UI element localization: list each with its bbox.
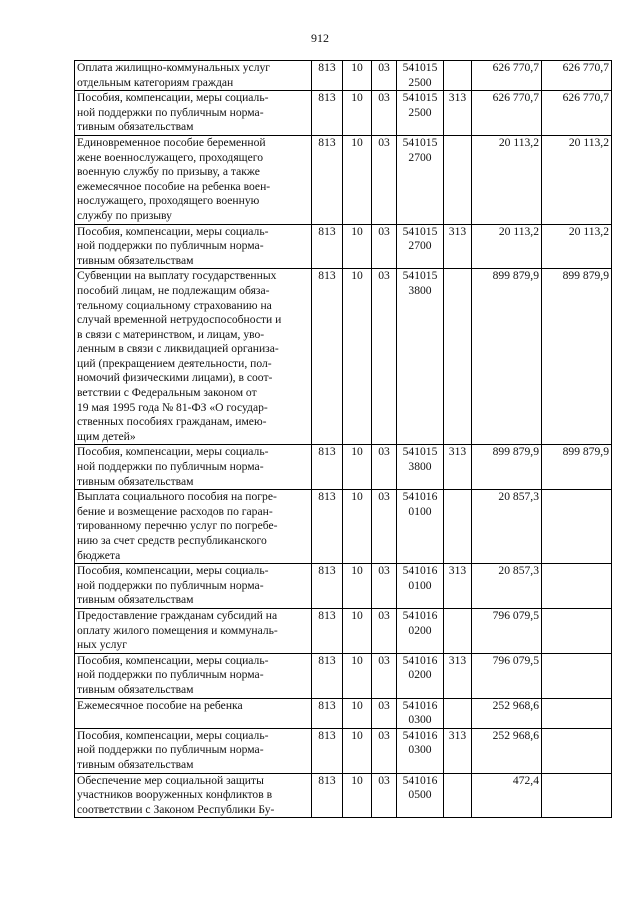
item-name-line: Пособия, компенсации, меры социаль- bbox=[77, 564, 269, 578]
ministry-code: 813 bbox=[312, 269, 343, 445]
target-code-line: 541016 bbox=[402, 564, 438, 578]
amount-2 bbox=[542, 728, 612, 773]
item-name-line: ной поддержки по публичным норма- bbox=[77, 460, 264, 474]
table-row bbox=[75, 135, 612, 224]
subsection-code: 03 bbox=[372, 564, 397, 609]
target-code bbox=[397, 608, 444, 653]
amount-2 bbox=[542, 564, 612, 609]
section-code: 10 bbox=[343, 135, 372, 224]
item-name-line: тивным обязательствам bbox=[77, 474, 194, 488]
section-code: 10 bbox=[343, 490, 372, 564]
target-code-line: 541015 bbox=[402, 224, 438, 238]
expense-type-code: 313 bbox=[444, 445, 472, 490]
table-row bbox=[75, 608, 612, 653]
target-code-line: 541015 bbox=[402, 135, 438, 149]
item-name bbox=[75, 728, 312, 773]
target-code bbox=[397, 445, 444, 490]
expense-type-code bbox=[444, 698, 472, 728]
target-code-line: 541016 bbox=[402, 608, 438, 622]
section-code: 10 bbox=[343, 608, 372, 653]
expense-type-code: 313 bbox=[444, 653, 472, 698]
item-name-line: в связи с материнством, и лицам, уво- bbox=[77, 327, 265, 341]
item-name-line: ственных пособиях гражданам, имею- bbox=[77, 415, 267, 429]
expense-type-code bbox=[444, 269, 472, 445]
item-name-line: ной поддержки по публичным норма- bbox=[77, 743, 264, 757]
ministry-code: 813 bbox=[312, 490, 343, 564]
target-code-line: 0200 bbox=[408, 623, 432, 637]
item-name-line: тированному перечню услуг по погребе- bbox=[77, 519, 278, 533]
item-name-line: службу по призыву bbox=[77, 208, 172, 222]
amount-1: 899 879,9 bbox=[472, 269, 542, 445]
budget-table bbox=[74, 60, 612, 818]
item-name-line: ной поддержки по публичным норма- bbox=[77, 105, 264, 119]
item-name-line: ежемесячное пособие на ребенка воен- bbox=[77, 179, 271, 193]
amount-1: 252 968,6 bbox=[472, 728, 542, 773]
section-code: 10 bbox=[343, 445, 372, 490]
amount-1: 626 770,7 bbox=[472, 61, 542, 91]
item-name bbox=[75, 608, 312, 653]
item-name-line: оплату жилого помещения и коммуналь- bbox=[77, 623, 278, 637]
item-name-line: пособий лицам, не подлежащим обяза- bbox=[77, 283, 270, 297]
section-code: 10 bbox=[343, 91, 372, 136]
expense-type-code bbox=[444, 135, 472, 224]
expense-type-code bbox=[444, 773, 472, 818]
amount-2 bbox=[542, 653, 612, 698]
amount-1: 20 857,3 bbox=[472, 490, 542, 564]
target-code bbox=[397, 653, 444, 698]
item-name-line: соответствии с Законом Республики Бу- bbox=[77, 802, 275, 816]
target-code-line: 541015 bbox=[402, 91, 438, 105]
item-name-line: тивным обязательствам bbox=[77, 120, 194, 134]
item-name bbox=[75, 698, 312, 728]
section-code: 10 bbox=[343, 224, 372, 269]
amount-2 bbox=[542, 698, 612, 728]
target-code-line: 541016 bbox=[402, 490, 438, 504]
target-code-line: 541015 bbox=[402, 61, 438, 74]
target-code-line: 541015 bbox=[402, 269, 438, 283]
target-code-line: 541016 bbox=[402, 773, 438, 787]
target-code bbox=[397, 773, 444, 818]
item-name-line: ций (прекращением деятельности, пол- bbox=[77, 356, 272, 370]
item-name-line: Субвенции на выплату государственных bbox=[77, 269, 277, 283]
amount-2: 20 113,2 bbox=[542, 135, 612, 224]
item-name-line: Единовременное пособие беременной bbox=[77, 135, 266, 149]
item-name bbox=[75, 91, 312, 136]
target-code bbox=[397, 698, 444, 728]
item-name-line: Пособия, компенсации, меры социаль- bbox=[77, 653, 269, 667]
expense-type-code: 313 bbox=[444, 728, 472, 773]
item-name-line: ной поддержки по публичным норма- bbox=[77, 668, 264, 682]
amount-1: 20 113,2 bbox=[472, 135, 542, 224]
item-name-line: Ежемесячное пособие на ребенка bbox=[77, 698, 243, 712]
target-code-line: 541016 bbox=[402, 728, 438, 742]
ministry-code: 813 bbox=[312, 773, 343, 818]
target-code bbox=[397, 135, 444, 224]
amount-1: 20 857,3 bbox=[472, 564, 542, 609]
section-code: 10 bbox=[343, 653, 372, 698]
ministry-code: 813 bbox=[312, 61, 343, 91]
subsection-code: 03 bbox=[372, 224, 397, 269]
table-row bbox=[75, 728, 612, 773]
table-row bbox=[75, 224, 612, 269]
table-row bbox=[75, 61, 612, 91]
subsection-code: 03 bbox=[372, 698, 397, 728]
target-code-line: 0300 bbox=[408, 713, 432, 727]
target-code bbox=[397, 564, 444, 609]
item-name-line: 19 мая 1995 года № 81-ФЗ «О государ- bbox=[77, 400, 268, 414]
item-name bbox=[75, 653, 312, 698]
amount-1: 252 968,6 bbox=[472, 698, 542, 728]
subsection-code: 03 bbox=[372, 728, 397, 773]
item-name-line: отдельным категориям граждан bbox=[77, 75, 234, 89]
expense-type-code bbox=[444, 61, 472, 91]
item-name-line: тивным обязательствам bbox=[77, 253, 194, 267]
item-name-line: номочий физическими лицами), в соот- bbox=[77, 371, 273, 385]
target-code bbox=[397, 728, 444, 773]
item-name-line: Пособия, компенсации, меры социаль- bbox=[77, 91, 269, 105]
target-code-line: 3800 bbox=[408, 460, 432, 474]
amount-2: 20 113,2 bbox=[542, 224, 612, 269]
subsection-code: 03 bbox=[372, 445, 397, 490]
amount-1: 472,4 bbox=[472, 773, 542, 818]
target-code-line: 2500 bbox=[408, 105, 432, 119]
item-name-line: бюджета bbox=[77, 548, 121, 562]
item-name-line: нослужащего, проходящего военную bbox=[77, 194, 260, 208]
item-name-line: Оплата жилищно-коммунальных услуг bbox=[77, 61, 271, 74]
item-name-line: Пособия, компенсации, меры социаль- bbox=[77, 224, 269, 238]
section-code: 10 bbox=[343, 564, 372, 609]
item-name-line: военную службу по призыву, а также bbox=[77, 165, 260, 179]
table-row bbox=[75, 490, 612, 564]
amount-1: 796 079,5 bbox=[472, 608, 542, 653]
item-name-line: нию за счет средств республиканского bbox=[77, 534, 267, 547]
item-name-line: тельному социальному страхованию на bbox=[77, 298, 272, 312]
item-name bbox=[75, 490, 312, 564]
section-code: 10 bbox=[343, 698, 372, 728]
target-code-line: 0300 bbox=[408, 743, 432, 757]
target-code-line: 0500 bbox=[408, 788, 432, 802]
item-name bbox=[75, 61, 312, 91]
target-code-line: 3800 bbox=[408, 283, 432, 297]
item-name-line: случай временной нетрудоспособности и bbox=[77, 313, 282, 327]
amount-2 bbox=[542, 608, 612, 653]
table-row bbox=[75, 445, 612, 490]
item-name-line: щим детей» bbox=[77, 429, 136, 443]
ministry-code: 813 bbox=[312, 653, 343, 698]
expense-type-code bbox=[444, 490, 472, 564]
section-code: 10 bbox=[343, 269, 372, 445]
ministry-code: 813 bbox=[312, 728, 343, 773]
amount-2 bbox=[542, 773, 612, 818]
item-name-line: Пособия, компенсации, меры социаль- bbox=[77, 728, 269, 742]
item-name-line: ной поддержки по публичным норма- bbox=[77, 578, 264, 592]
item-name bbox=[75, 135, 312, 224]
item-name bbox=[75, 773, 312, 818]
item-name bbox=[75, 224, 312, 269]
amount-2: 899 879,9 bbox=[542, 445, 612, 490]
item-name-line: Предоставление гражданам субсидий на bbox=[77, 608, 278, 622]
target-code bbox=[397, 91, 444, 136]
item-name-line: тивным обязательствам bbox=[77, 682, 194, 696]
section-code: 10 bbox=[343, 773, 372, 818]
ministry-code: 813 bbox=[312, 224, 343, 269]
item-name bbox=[75, 269, 312, 445]
target-code-line: 2500 bbox=[408, 75, 432, 89]
subsection-code: 03 bbox=[372, 269, 397, 445]
target-code-line: 0100 bbox=[408, 504, 432, 518]
item-name-line: тивным обязательствам bbox=[77, 757, 194, 771]
target-code-line: 541015 bbox=[402, 445, 438, 459]
target-code bbox=[397, 224, 444, 269]
amount-2: 626 770,7 bbox=[542, 61, 612, 91]
target-code-line: 2700 bbox=[408, 239, 432, 253]
item-name-line: Обеспечение мер социальной защиты bbox=[77, 773, 264, 787]
expense-type-code: 313 bbox=[444, 224, 472, 269]
target-code-line: 0200 bbox=[408, 668, 432, 682]
expense-type-code: 313 bbox=[444, 564, 472, 609]
ministry-code: 813 bbox=[312, 445, 343, 490]
amount-1: 899 879,9 bbox=[472, 445, 542, 490]
subsection-code: 03 bbox=[372, 773, 397, 818]
target-code bbox=[397, 269, 444, 445]
item-name-line: жене военнослужащего, проходящего bbox=[77, 150, 263, 164]
ministry-code: 813 bbox=[312, 564, 343, 609]
amount-2: 899 879,9 bbox=[542, 269, 612, 445]
target-code-line: 541016 bbox=[402, 698, 438, 712]
page-number: 912 bbox=[311, 31, 329, 45]
amount-2 bbox=[542, 490, 612, 564]
item-name bbox=[75, 564, 312, 609]
target-code-line: 2700 bbox=[408, 150, 432, 164]
subsection-code: 03 bbox=[372, 61, 397, 91]
target-code-line: 541016 bbox=[402, 653, 438, 667]
item-name-line: бение и возмещение расходов по гаран- bbox=[77, 504, 273, 518]
amount-1: 626 770,7 bbox=[472, 91, 542, 136]
section-code: 10 bbox=[343, 61, 372, 91]
table-row bbox=[75, 653, 612, 698]
ministry-code: 813 bbox=[312, 91, 343, 136]
table-row bbox=[75, 91, 612, 136]
item-name-line: ной поддержки по публичным норма- bbox=[77, 239, 264, 253]
item-name-line: ветствии с Федеральным законом от bbox=[77, 386, 257, 400]
table-row bbox=[75, 698, 612, 728]
table-row bbox=[75, 564, 612, 609]
section-code: 10 bbox=[343, 728, 372, 773]
expense-type-code bbox=[444, 608, 472, 653]
item-name bbox=[75, 445, 312, 490]
table-row bbox=[75, 773, 612, 818]
subsection-code: 03 bbox=[372, 91, 397, 136]
ministry-code: 813 bbox=[312, 135, 343, 224]
table-row bbox=[75, 269, 612, 445]
ministry-code: 813 bbox=[312, 698, 343, 728]
item-name-line: Выплата социального пособия на погре- bbox=[77, 490, 277, 504]
item-name-line: ленным в связи с ликвидацией организа- bbox=[77, 342, 279, 356]
target-code bbox=[397, 61, 444, 91]
subsection-code: 03 bbox=[372, 653, 397, 698]
ministry-code: 813 bbox=[312, 608, 343, 653]
amount-1: 20 113,2 bbox=[472, 224, 542, 269]
item-name-line: тивным обязательствам bbox=[77, 593, 194, 607]
subsection-code: 03 bbox=[372, 135, 397, 224]
item-name-line: ных услуг bbox=[77, 638, 127, 652]
expense-type-code: 313 bbox=[444, 91, 472, 136]
target-code bbox=[397, 490, 444, 564]
amount-1: 796 079,5 bbox=[472, 653, 542, 698]
amount-2: 626 770,7 bbox=[542, 91, 612, 136]
subsection-code: 03 bbox=[372, 608, 397, 653]
subsection-code: 03 bbox=[372, 490, 397, 564]
item-name-line: Пособия, компенсации, меры социаль- bbox=[77, 445, 269, 459]
item-name-line: участников вооруженных конфликтов в bbox=[77, 788, 273, 802]
target-code-line: 0100 bbox=[408, 578, 432, 592]
